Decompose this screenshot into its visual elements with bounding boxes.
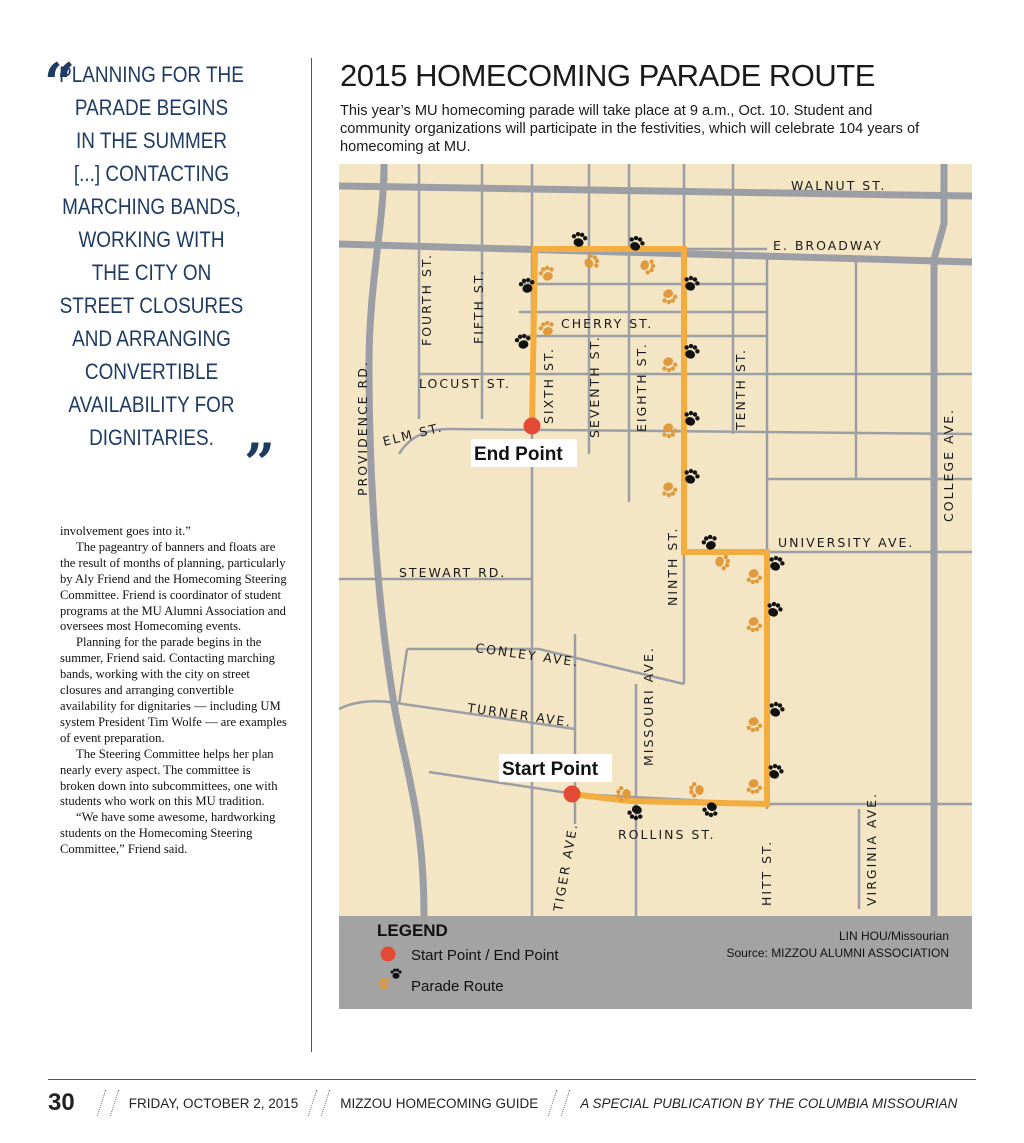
pull-quote-line: PLANNING FOR THE	[59, 62, 244, 87]
end-point-marker	[524, 418, 541, 435]
label-ninth: NINTH ST.	[665, 526, 680, 606]
label-rollins: ROLLINS ST.	[618, 827, 716, 842]
label-providence: PROVIDENCE RD.	[355, 360, 370, 496]
label-missouri: MISSOURI AVE.	[641, 646, 656, 766]
map-source: Source: MIZZOU ALUMNI ASSOCIATION	[726, 946, 949, 960]
label-cherry: CHERRY ST.	[561, 316, 654, 331]
legend-route-label: Parade Route	[411, 978, 504, 995]
map-title: 2015 HOMECOMING PARADE ROUTE	[340, 58, 875, 93]
footer-date: FRIDAY, OCTOBER 2, 2015	[128, 1095, 299, 1111]
pull-quote-line: AND ARRANGING	[72, 326, 231, 351]
pull-quote-line: IN THE SUMMER	[75, 128, 228, 153]
pull-quote-line: DIGNITARIES.	[89, 425, 214, 450]
pull-quote	[44, 51, 259, 454]
label-sixth: SIXTH ST.	[541, 346, 556, 424]
legend-start-end-label: Start Point / End Point	[411, 947, 559, 964]
map-credit: LIN HOU/Missourian	[838, 929, 949, 943]
article-paragraph: The Steering Committee helps her plan nearly every aspect. The committee is broken down into subcommittees, one with students who work on this MU tradition.	[60, 746, 278, 809]
page-number: 30	[48, 1089, 75, 1116]
article-paragraph: involvement goes into it.”	[60, 524, 191, 538]
label-turner: TURNER AVE.	[466, 700, 574, 730]
footer-section: MIZZOU HOMECOMING GUIDE	[340, 1095, 539, 1111]
pull-quote-line: [...] CONTACTING	[73, 161, 230, 186]
footer-separator	[96, 1090, 118, 1116]
pull-quote-line: WORKING WITH	[78, 227, 225, 252]
label-conley: CONLEY AVE.	[474, 640, 581, 670]
open-quote-mark: “	[44, 51, 76, 115]
label-walnut: WALNUT ST.	[791, 178, 887, 193]
label-tiger: TIGER AVE.	[550, 821, 581, 913]
label-elm: ELM ST.	[381, 419, 445, 449]
label-hitt: HITT ST.	[759, 839, 774, 906]
start-point-label: Start Point	[502, 759, 599, 780]
article-paragraph: Planning for the parade begins in the summer, Friend said. Contacting marching bands, working with the city on street closures and arranging convertible availability for dignitaries — including UM system President Tim Wolfe — are examples of event preparation.	[60, 635, 287, 745]
label-college: COLLEGE AVE.	[941, 407, 956, 522]
end-point-label: End Point	[474, 444, 563, 465]
page-footer	[48, 1088, 957, 1118]
pull-quote-line: STREET CLOSURES	[59, 293, 244, 318]
pull-quote-line: THE CITY ON	[91, 260, 212, 285]
article-paragraph: “We have some awesome, hardworking students on the Homecoming Steering Committee,” Friend said.	[60, 810, 276, 857]
footer-rule	[48, 1079, 976, 1080]
legend-point-marker	[381, 947, 396, 962]
pull-quote-line: AVAILABILITY FOR	[68, 392, 235, 417]
label-university: UNIVERSITY AVE.	[778, 535, 915, 550]
start-point-marker	[564, 786, 581, 803]
legend-heading: LEGEND	[377, 921, 448, 940]
close-quote-mark: ”	[244, 431, 276, 495]
label-seventh: SEVENTH ST.	[587, 335, 602, 438]
article-body	[60, 524, 288, 858]
footer-publication: A SPECIAL PUBLICATION BY THE COLUMBIA MISSOURIAN	[580, 1095, 958, 1111]
pull-quote-line: PARADE BEGINS	[74, 95, 229, 120]
footer-separator	[308, 1090, 330, 1116]
label-virginia: VIRGINIA AVE.	[864, 791, 879, 906]
pull-quote-line: MARCHING BANDS,	[62, 194, 241, 219]
label-tenth: TENTH ST.	[733, 348, 748, 430]
map-description: This year’s MU homecoming parade will take place at 9 a.m., Oct. 10. Student and community organizations will participate in the festivities, which will celebrate 104 years of homecoming at MU.	[340, 103, 920, 155]
pull-quote-line: CONVERTIBLE	[84, 359, 219, 384]
column-divider	[311, 58, 312, 1052]
label-locust: LOCUST ST.	[419, 376, 511, 391]
parade-route-map	[339, 164, 972, 1009]
label-broadway: E. BROADWAY	[773, 238, 883, 253]
footer-separator	[548, 1090, 570, 1116]
label-fifth: FIFTH ST.	[471, 269, 486, 344]
article-paragraph: The pageantry of banners and floats are the result of months of planning, particularly by Aly Friend and the Homecoming Steering Committee. Friend is coordinator of student programs at the MU Alumni Association and oversees most Homecoming events.	[60, 539, 287, 634]
label-fourth: FOURTH ST.	[419, 252, 434, 346]
label-eighth: EIGHTH ST.	[634, 342, 649, 432]
label-stewart: STEWART RD.	[399, 565, 507, 580]
